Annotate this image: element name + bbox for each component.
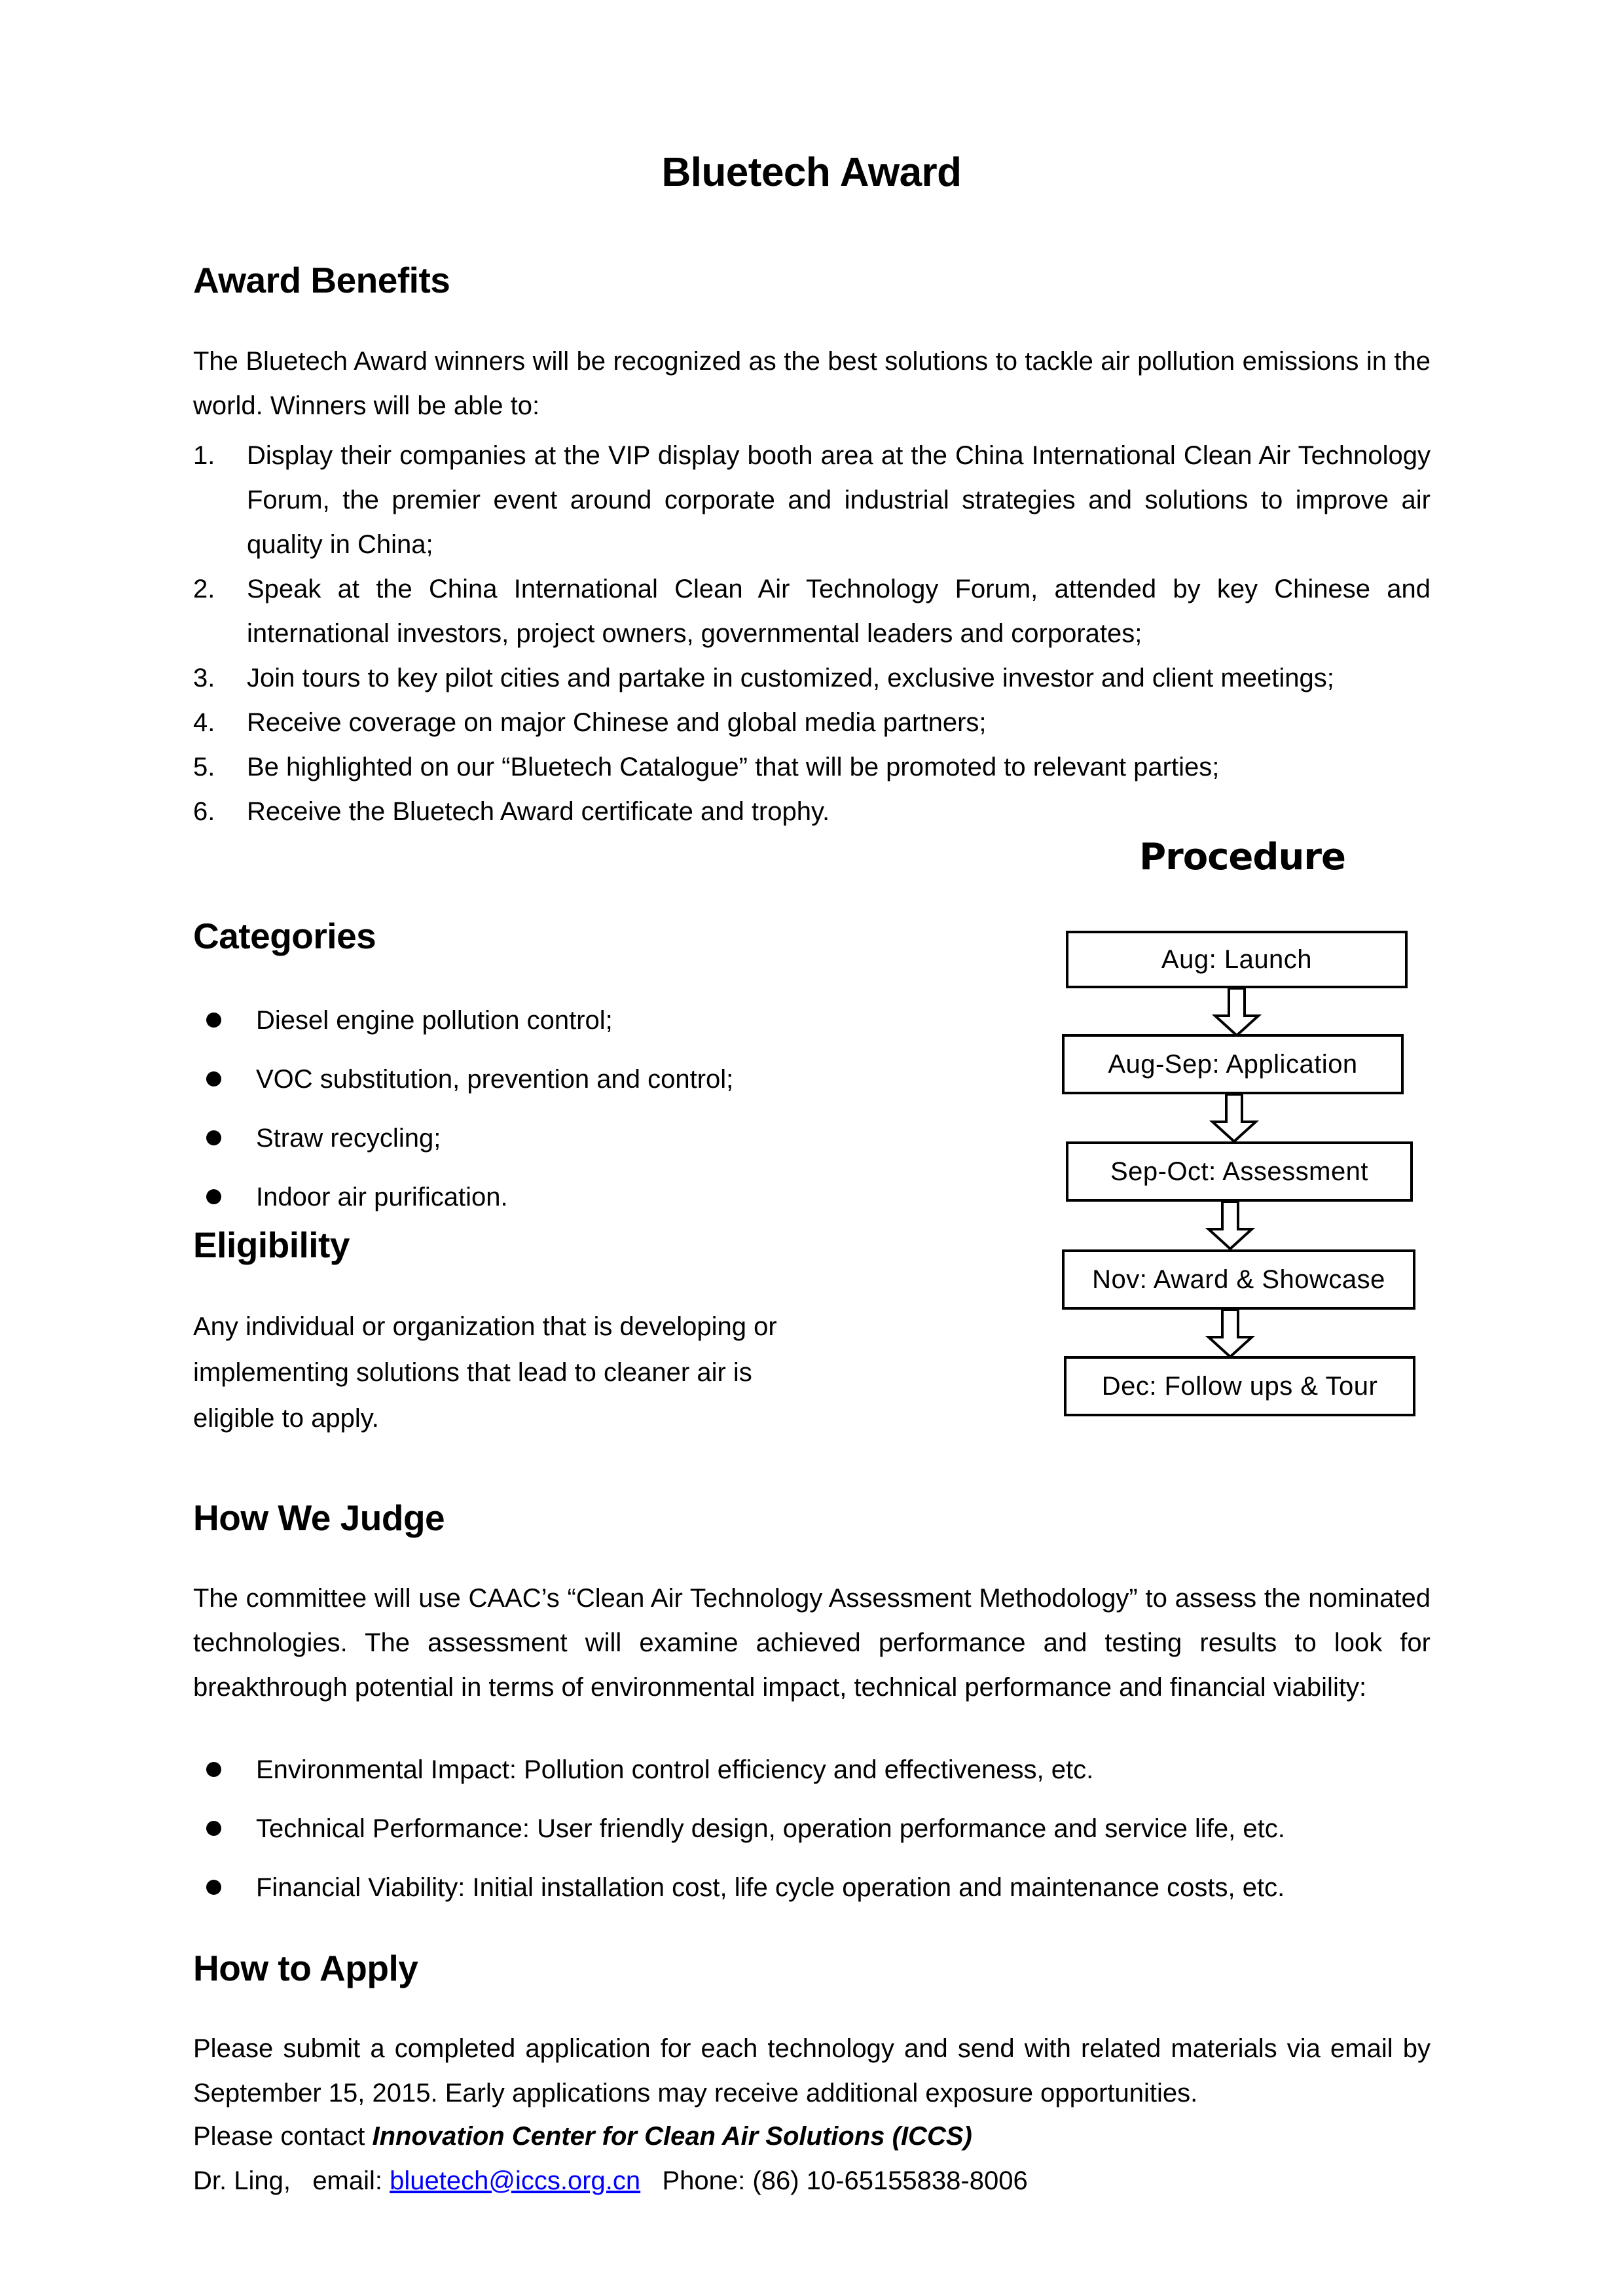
list-item-number: 5. xyxy=(193,753,215,781)
contact-details-line xyxy=(193,2160,1028,2202)
section-heading-categories: Categories xyxy=(193,916,376,956)
list-item-text: Display their companies at the VIP display booth area at the China International Clean Air Technology Forum, the premier event around corporate and industrial strategies and solutions to improve air quality in China; xyxy=(247,441,1431,559)
contact-organization-line xyxy=(193,2115,972,2157)
list-item-number: 4. xyxy=(193,708,215,737)
list-item xyxy=(193,1116,913,1160)
bullet-icon xyxy=(206,1071,221,1086)
list-item-number: 1. xyxy=(193,441,215,470)
email-label: email: xyxy=(312,2166,383,2195)
list-item-text: Straw recycling; xyxy=(256,1124,441,1153)
list-item xyxy=(193,567,1431,656)
contact-person: Dr. Ling, xyxy=(193,2166,291,2195)
list-item xyxy=(193,745,1431,789)
list-item-text: Speak at the China International Clean Air Technology Forum, attended by key Chinese and international investors, project owners, governmental leaders and corporates; xyxy=(247,575,1431,648)
list-item xyxy=(193,1748,1431,1792)
list-item-text: Indoor air purification. xyxy=(256,1183,508,1211)
email-link[interactable]: bluetech@iccs.org.cn xyxy=(390,2166,641,2195)
list-item xyxy=(193,656,1431,700)
section-heading-award-benefits: Award Benefits xyxy=(193,260,450,300)
list-item-number: 2. xyxy=(193,575,215,603)
list-item-text: Diesel engine pollution control; xyxy=(256,1006,613,1035)
flow-step-2: Aug-Sep: Application xyxy=(1062,1034,1404,1094)
list-item xyxy=(193,789,1431,834)
section-heading-eligibility: Eligibility xyxy=(193,1225,350,1265)
bullet-icon xyxy=(206,1762,221,1777)
list-item-text: Receive coverage on major Chinese and global media partners; xyxy=(247,708,987,737)
page-title: Bluetech Award xyxy=(661,150,962,195)
flow-step-5: Dec: Follow ups & Tour xyxy=(1064,1356,1415,1416)
how-we-judge-intro: The committee will use CAAC’s “Clean Air Technology Assessment Methodology” to assess the nominated technologies. The assessment will examine achieved performance and testing results to look for breakthrough potential in terms of environmental impact, technical performance and financial viability: xyxy=(193,1584,1431,1702)
spacer xyxy=(291,2166,312,2195)
flow-arrow-down-icon xyxy=(1205,1094,1264,1143)
judging-criteria-list xyxy=(193,1748,1431,1910)
list-item xyxy=(193,1806,1431,1851)
list-item xyxy=(193,998,913,1043)
organization-name: Innovation Center for Clean Air Solutions (ICCS) xyxy=(372,2122,972,2151)
list-item-text: Be highlighted on our “Bluetech Catalogue” that will be promoted to relevant parties; xyxy=(247,753,1220,781)
list-item-text: VOC substitution, prevention and control; xyxy=(256,1065,734,1094)
flow-step-1: Aug: Launch xyxy=(1066,931,1408,988)
spacer xyxy=(382,2166,390,2195)
list-item xyxy=(193,700,1431,745)
list-item xyxy=(193,1175,913,1219)
list-item-text: Technical Performance: User friendly design, operation performance and service life, etc. xyxy=(256,1814,1285,1843)
bullet-icon xyxy=(206,1189,221,1204)
bullet-icon xyxy=(206,1821,221,1836)
section-heading-how-to-apply: How to Apply xyxy=(193,1948,418,1988)
list-item-number: 6. xyxy=(193,797,215,826)
list-item-text: Join tours to key pilot cities and partake in customized, exclusive investor and client meetings; xyxy=(247,664,1334,692)
procedure-flowchart xyxy=(1062,931,1429,1539)
bullet-icon xyxy=(206,1013,221,1028)
list-item-text: Receive the Bluetech Award certificate and trophy. xyxy=(247,797,830,826)
award-benefits-intro: The Bluetech Award winners will be recognized as the best solutions to tackle air pollution emissions in the world. Winners will be able to: xyxy=(193,347,1431,420)
list-item xyxy=(193,1865,1431,1910)
categories-list xyxy=(193,998,913,1219)
award-benefits-list xyxy=(193,433,1431,834)
list-item-text: Financial Viability: Initial installation cost, life cycle operation and maintenance costs, etc. xyxy=(256,1873,1285,1902)
flow-step-4: Nov: Award & Showcase xyxy=(1062,1249,1415,1310)
spacer xyxy=(640,2166,662,2195)
flow-arrow-down-icon xyxy=(1207,988,1266,1037)
how-to-apply-intro: Please submit a completed application for each technology and send with related materials via email by September 15, 2015. Early applications may receive additional exposure opportunities. xyxy=(193,2034,1431,2108)
flow-arrow-down-icon xyxy=(1201,1202,1260,1250)
list-item-number: 3. xyxy=(193,664,215,692)
list-item xyxy=(193,433,1431,567)
section-heading-procedure: Procedure xyxy=(1139,836,1345,878)
bullet-icon xyxy=(206,1880,221,1895)
flow-arrow-down-icon xyxy=(1201,1310,1260,1358)
section-heading-how-we-judge: How We Judge xyxy=(193,1498,445,1538)
contact-prefix: Please contact xyxy=(193,2122,373,2151)
phone-number: Phone: (86) 10-65155838-8006 xyxy=(662,2166,1028,2195)
list-item-text: Environmental Impact: Pollution control efficiency and effectiveness, etc. xyxy=(256,1755,1094,1784)
list-item xyxy=(193,1057,913,1102)
flow-step-3: Sep-Oct: Assessment xyxy=(1066,1141,1413,1202)
bullet-icon xyxy=(206,1130,221,1145)
eligibility-text: Any individual or organization that is developing or implementing solutions that lead to cleaner air is eligible to apply. xyxy=(193,1312,777,1433)
